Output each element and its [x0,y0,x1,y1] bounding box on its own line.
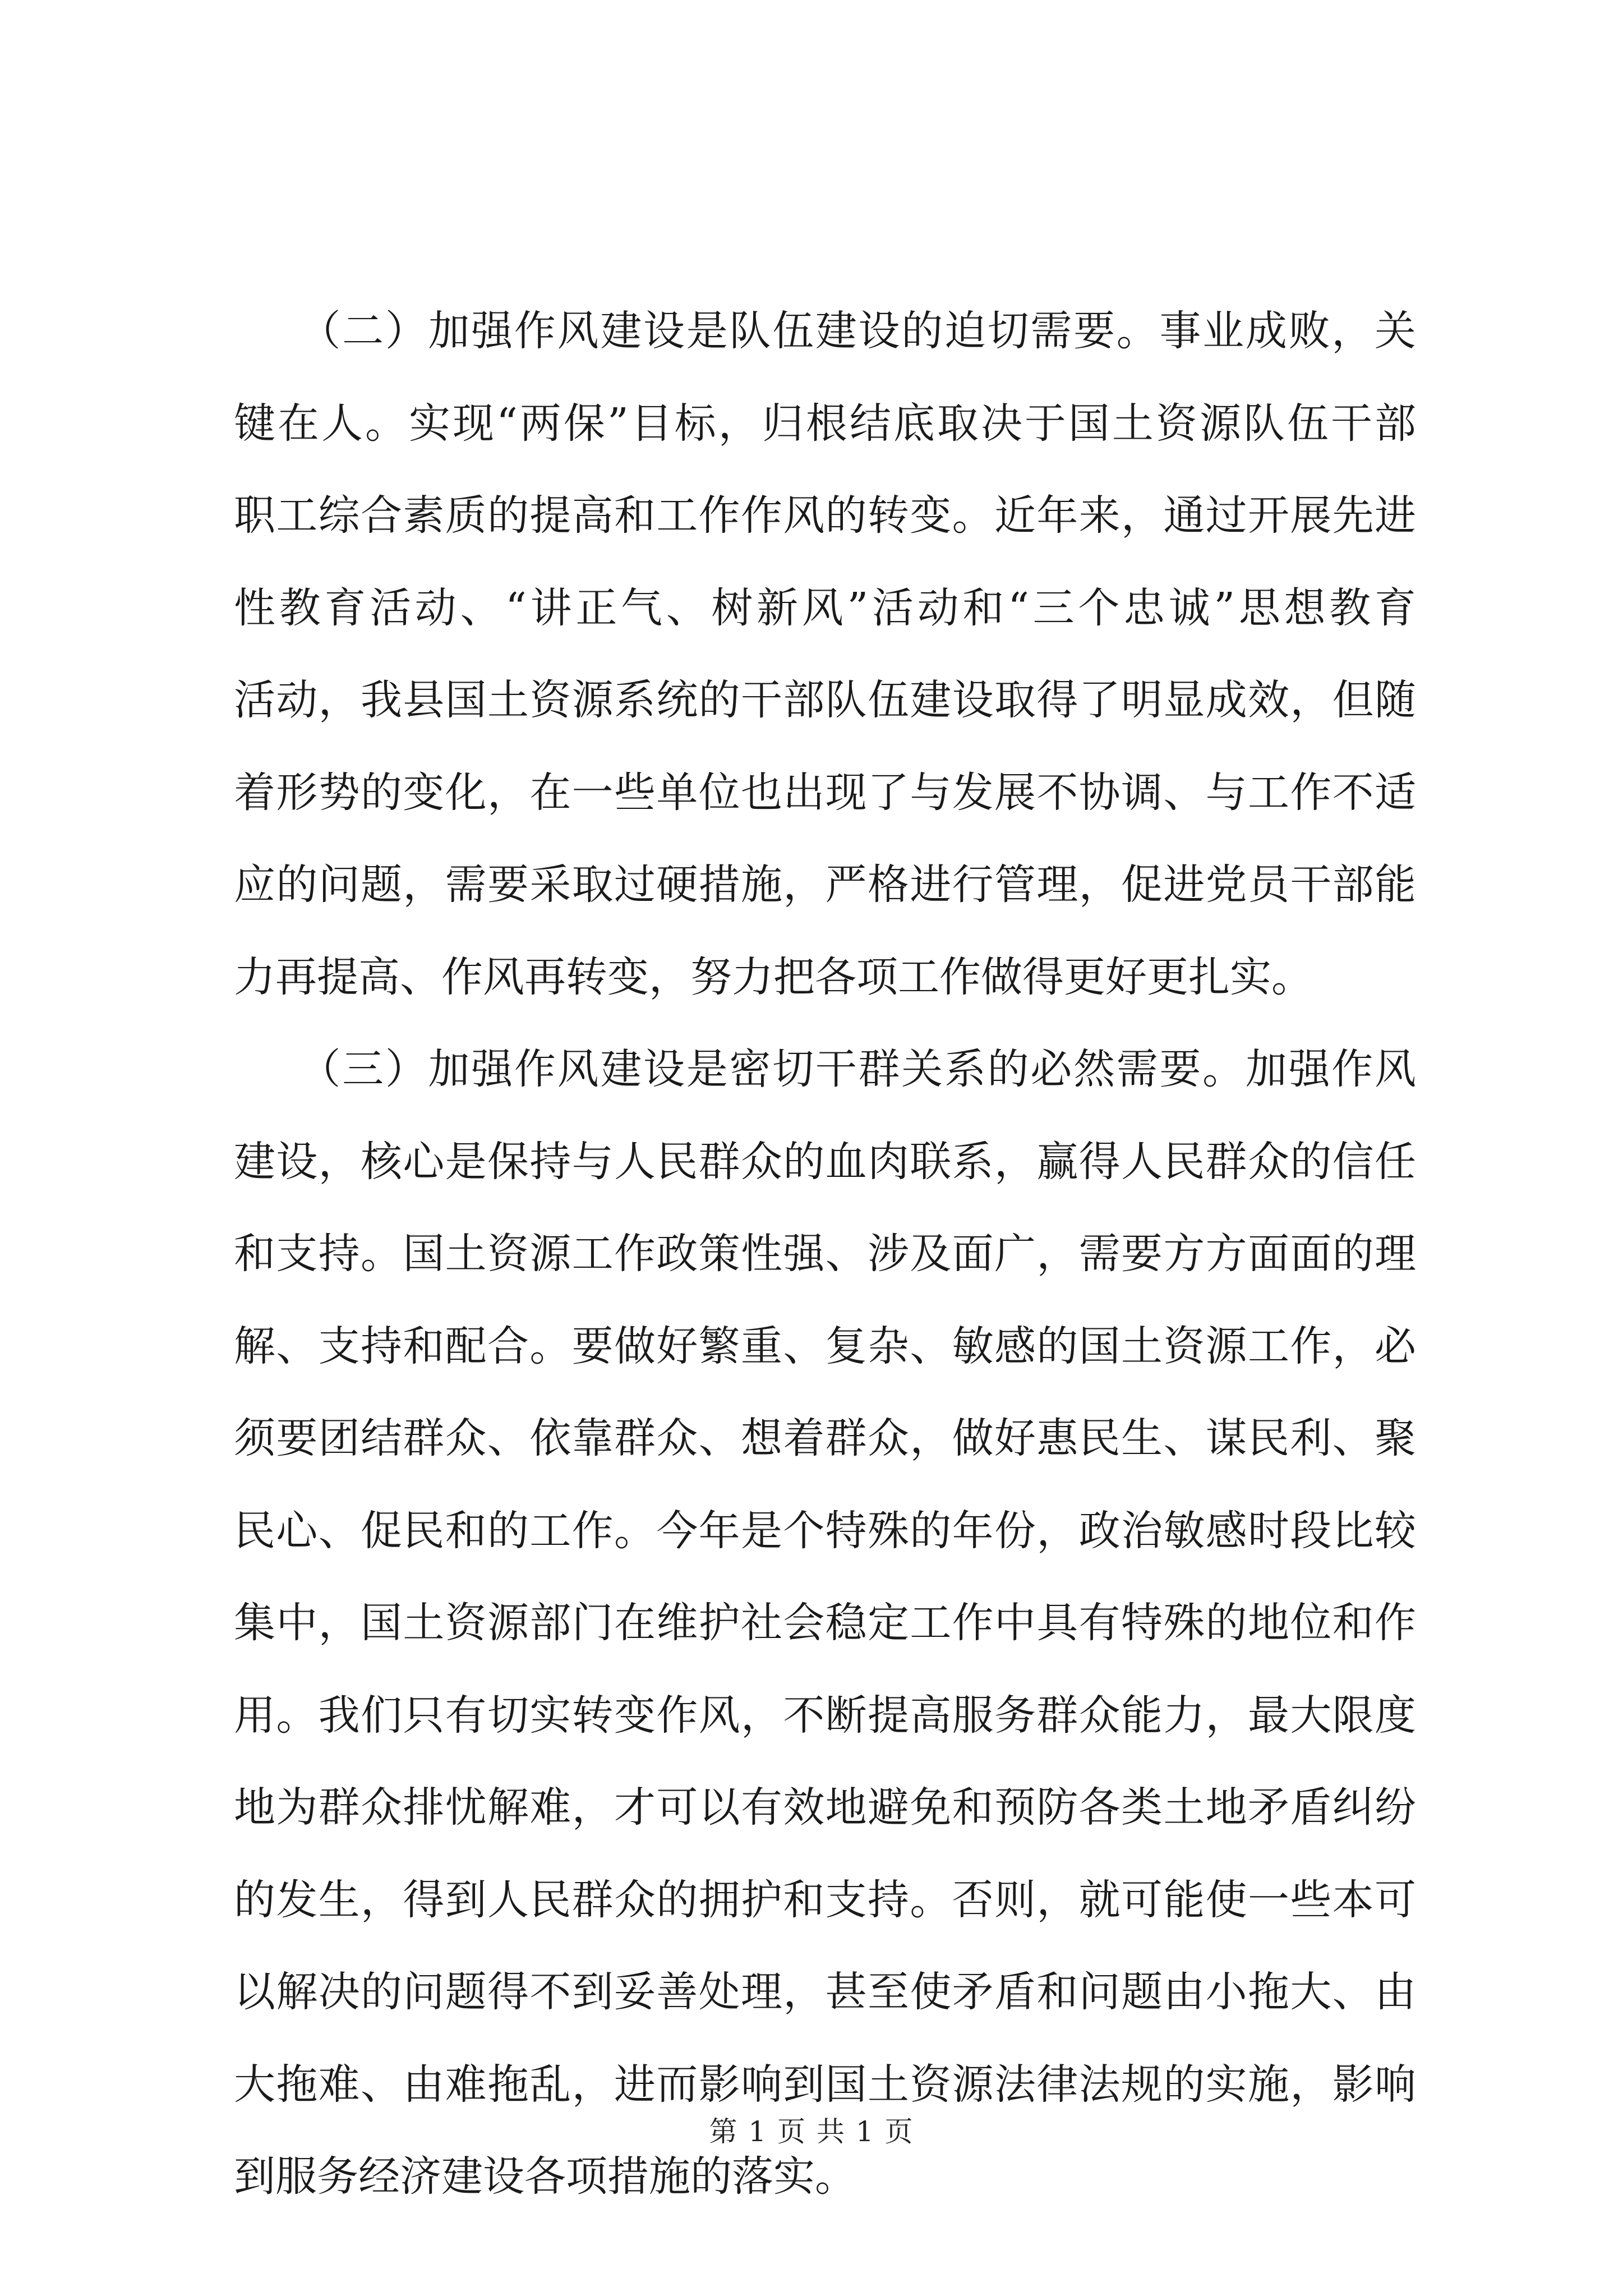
text-line: 性教育活动、“讲正气、树新风”活动和“三个忠诚”思想教育 [234,583,1416,632]
text-line: 和支持。国土资源工作政策性强、涉及面广，需要方方面面的理 [234,1230,1416,1278]
text-line: 应的问题，需要采取过硬措施，严格进行管理，促进党员干部能 [234,861,1416,909]
text-line: 职工综合素质的提高和工作作风的转变。近年来，通过开展先进 [234,491,1416,540]
text-line: 以解决的问题得不到妥善处理，甚至使矛盾和问题由小拖大、由 [234,1968,1416,2016]
text-line: 集中，国土资源部门在维护社会稳定工作中具有特殊的地位和作 [234,1599,1416,1647]
text-line: 活动，我县国土资源系统的干部队伍建设取得了明显成效，但随 [234,676,1416,724]
text-line: 地为群众排忧解难，才可以有效地避免和预防各类土地矛盾纠纷 [234,1783,1416,1832]
text-line: 键在人。实现“两保”目标，归根结底取决于国土资源队伍干部 [234,399,1416,448]
text-line: 用。我们只有切实转变作风，不断提高服务群众能力，最大限度 [234,1691,1416,1740]
text-line: 的发生，得到人民群众的拥护和支持。否则，就可能使一些本可 [234,1875,1416,1924]
text-line: 着形势的变化，在一些单位也出现了与发展不协调、与工作不适 [234,768,1416,817]
text-line: 解、支持和配合。要做好繁重、复杂、敏感的国土资源工作，必 [234,1322,1416,1370]
text-line: 到服务经济建设各项措施的落实。 [234,2152,856,2201]
text-line: 大拖难、由难拖乱，进而影响到国土资源法律法规的实施，影响 [234,2060,1416,2109]
text-line: 力再提高、作风再转变，努力把各项工作做得更好更扎实。 [234,953,1313,1001]
text-line: （三）加强作风建设是密切干群关系的必然需要。加强作风 [234,1045,1416,1093]
page-footer: 第 1 页 共 1 页 [709,2115,914,2148]
text-line: 须要团结群众、依靠群众、想着群众，做好惠民生、谋民利、聚 [234,1414,1416,1462]
text-line: （二）加强作风建设是队伍建设的迫切需要。事业成败，关 [234,307,1416,355]
text-line: 建设，核心是保持与人民群众的血肉联系，赢得人民群众的信任 [234,1137,1416,1186]
text-line: 民心、促民和的工作。今年是个特殊的年份，政治敏感时段比较 [234,1506,1416,1555]
body-text [234,285,1416,2223]
